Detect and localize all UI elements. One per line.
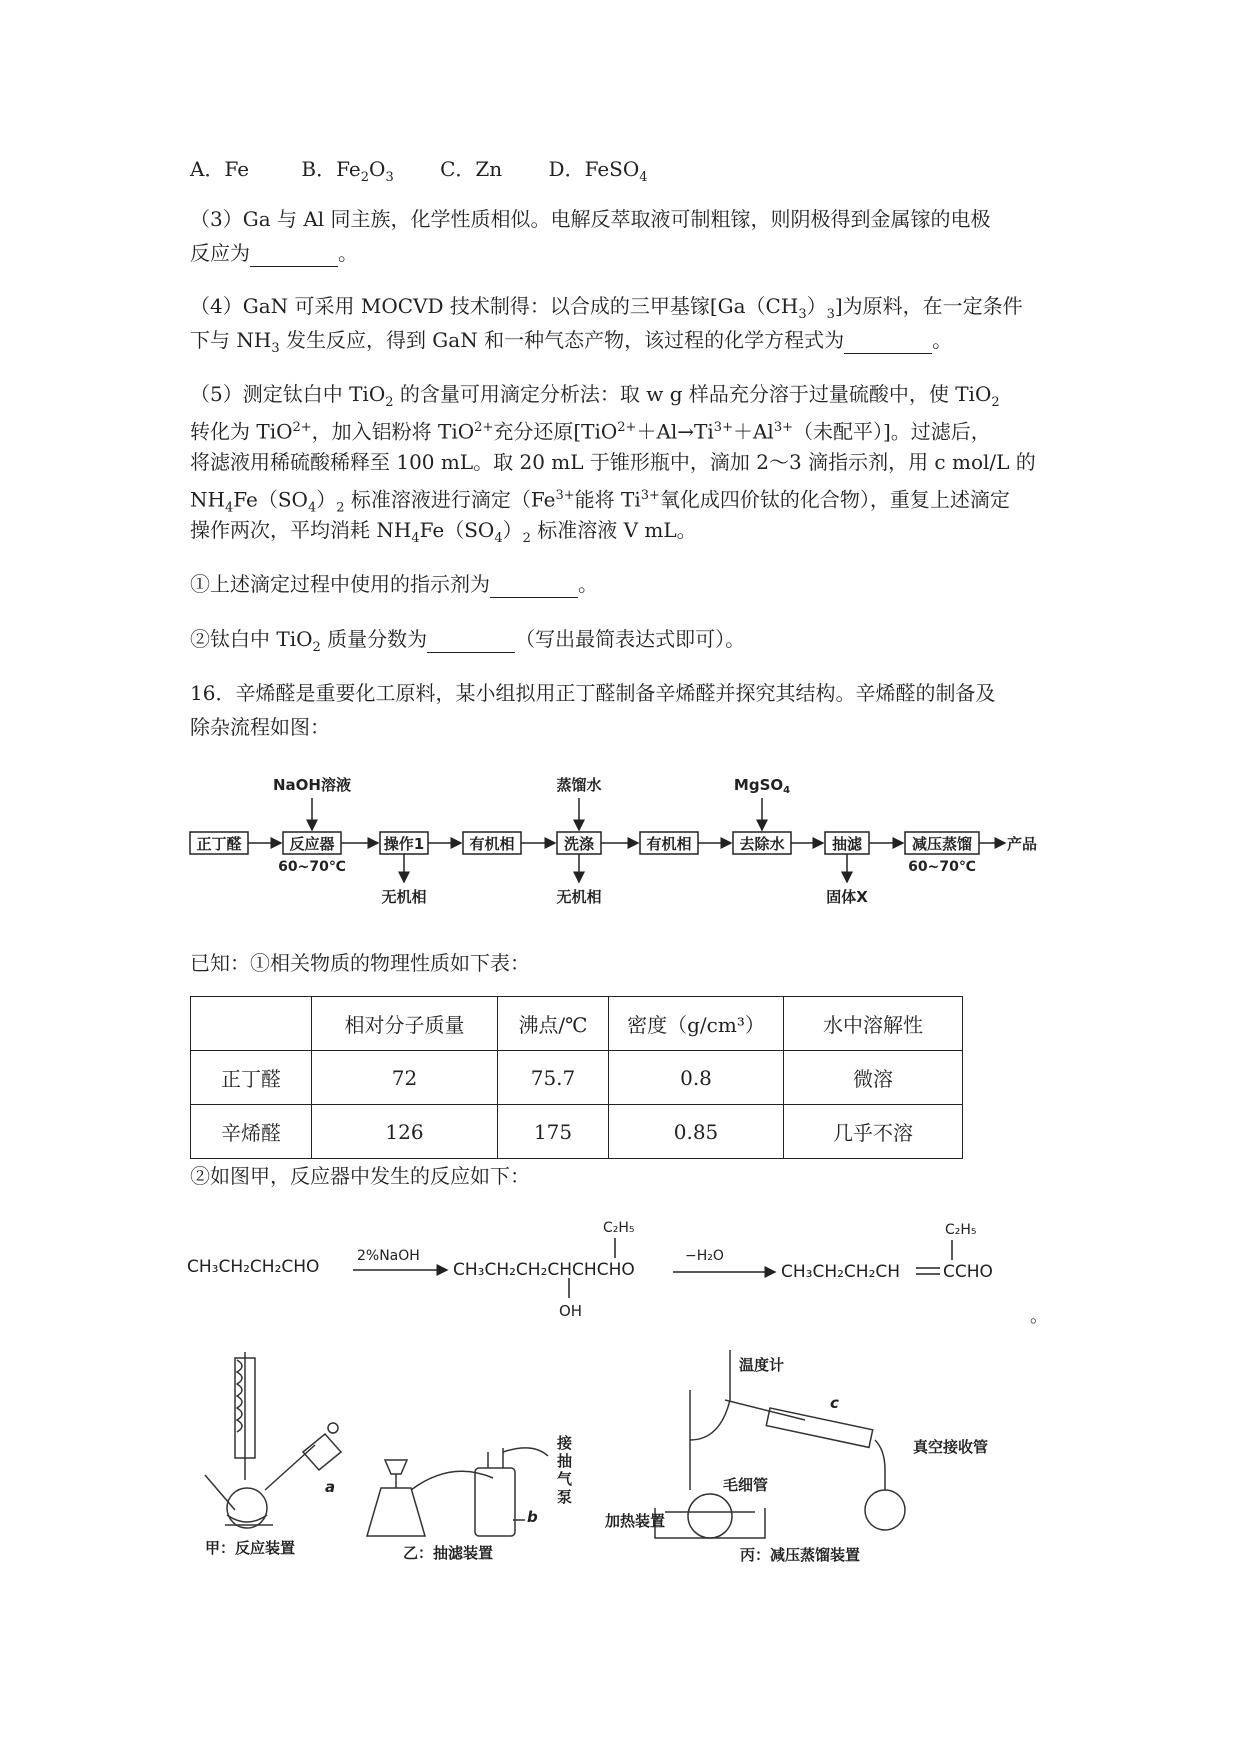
label-heating: 加热装置	[605, 1512, 666, 1530]
condition-dehydration: −H₂O	[685, 1248, 724, 1264]
flow-box	[380, 832, 428, 854]
answer-blank[interactable]	[250, 240, 338, 267]
table-header-cell: 密度（g/cm³）	[609, 997, 784, 1051]
q15-p4-line1: （4）GaN 可采用 MOCVD 技术制得：以合成的三甲基镓$[Ga(CH_3)_3]$为原料，在一定条件	[190, 294, 1023, 322]
table-cell: 75.7	[498, 1051, 609, 1105]
option-d: D．FeSO$_4$	[548, 157, 648, 185]
svg-text:有机相: 有机相	[646, 835, 692, 853]
flow-input-water: 蒸馏水	[556, 776, 602, 794]
q16-line1: 16．辛烯醛是重要化工原料，某小组拟用正丁醛制备辛烯醛并探究其结构。辛烯醛的制备及	[190, 681, 996, 705]
table-cell: 辛烯醛	[191, 1105, 312, 1159]
table-cell: 72	[312, 1051, 498, 1105]
table-row	[191, 1051, 963, 1105]
reaction-apparatus-drawing	[205, 1352, 341, 1528]
flow-box	[463, 832, 521, 854]
label-capillary: 毛细管	[723, 1476, 769, 1494]
caption-bing: 丙：减压蒸馏装置	[740, 1546, 861, 1564]
table-header-cell: 相对分子质量	[312, 997, 498, 1051]
vacuum-distillation-drawing	[655, 1350, 905, 1538]
label-a: a	[325, 1478, 336, 1496]
answer-blank[interactable]	[427, 626, 515, 653]
table-cell: 几乎不溶	[784, 1105, 963, 1159]
option-c: C．Zn	[440, 157, 503, 181]
svg-text:洗涤: 洗涤	[563, 835, 595, 853]
known-2: ②如图甲，反应器中发生的反应如下：	[190, 1164, 530, 1188]
flow-box	[905, 832, 979, 854]
table-cell: 正丁醛	[191, 1051, 312, 1105]
label-pump: 接	[557, 1434, 573, 1452]
intermediate-hydroxyl: OH	[559, 1302, 583, 1320]
q16-line2: 除杂流程如图：	[190, 715, 330, 739]
flow-box	[190, 832, 248, 854]
table-header-row	[191, 997, 963, 1051]
intermediate-substituent: C₂H₅	[603, 1220, 635, 1236]
caption-yi: 乙：抽滤装置	[403, 1544, 494, 1562]
svg-text:有机相: 有机相	[469, 835, 515, 853]
flow-box	[640, 832, 698, 854]
product-part-b: CCHO	[943, 1262, 993, 1282]
answer-blank[interactable]	[844, 327, 932, 354]
table-header-cell: 水中溶解性	[784, 997, 963, 1051]
label-pump: 气	[557, 1470, 573, 1488]
svg-text:减压蒸馏: 减压蒸馏	[911, 835, 973, 853]
reaction-scheme	[185, 1210, 1065, 1330]
q15-p4-line2: 下与 $NH_3$ 发生反应，得到 GaN 和一种气态产物，该过程的化学方程式为 。	[190, 328, 953, 356]
flow-box	[557, 832, 601, 854]
q15-p5-sub1: ①上述滴定过程中使用的指示剂为 。	[190, 572, 598, 596]
q15-p3-line2: 反应为 。	[190, 241, 358, 265]
option-b: B．$Fe_2O_3$	[301, 157, 394, 185]
table-cell: 175	[498, 1105, 609, 1159]
label-vacuum-receiver: 真空接收管	[913, 1438, 989, 1456]
end-period: 。	[1030, 1306, 1048, 1327]
flow-box	[825, 832, 869, 854]
flow-temp: 60~70℃	[278, 859, 346, 875]
apparatus-figures	[185, 1340, 1065, 1580]
table-row	[191, 1105, 963, 1159]
q15-p5-line5: 操作两次，平均消耗 $NH_4Fe(SO_4)_2$ 标准溶液 V mL。	[190, 518, 697, 546]
table-cell: 微溶	[784, 1051, 963, 1105]
label-c: c	[830, 1394, 839, 1412]
q15-p5-line4: $NH_4Fe(SO_4)_2$ 标准溶液进行滴定（$Fe^{3+}$能将 $Ti^{3+}$氧化成四价钛的化合物），重复上述滴定	[190, 487, 1010, 516]
svg-text:正丁醛: 正丁醛	[196, 835, 242, 853]
table-cell: 0.8	[609, 1051, 784, 1105]
q15-p5-sub2: ②钛白中 TiO$_2$ 质量分数为 （写出最简表达式即可）。	[190, 627, 746, 655]
intermediate: CH₃CH₂CH₂CHCHCHO	[453, 1260, 635, 1280]
svg-text:反应器: 反应器	[289, 835, 335, 853]
process-flow-diagram	[185, 770, 1065, 910]
table-header-cell	[191, 997, 312, 1051]
label-b: b	[527, 1508, 538, 1526]
table-cell: 126	[312, 1105, 498, 1159]
option-a: A．Fe	[190, 157, 250, 181]
flow-box	[733, 832, 791, 854]
flow-product: 产品	[1007, 835, 1038, 853]
q15-p5-line3: 将滤液用稀硫酸稀释至 100 mL。取 20 mL 于锥形瓶中，滴加 2～3 滴指示剂，用 c mol/L 的	[190, 450, 1036, 474]
label-pump: 抽	[557, 1452, 573, 1470]
q15-p3-line1: （3）Ga 与 Al 同主族，化学性质相似。电解反萃取液可制粗镓，则阴极得到金属镓的电极	[190, 207, 991, 231]
known-1: 已知：①相关物质的物理性质如下表：	[190, 951, 530, 975]
condition-naoh: 2%NaOH	[357, 1248, 420, 1264]
properties-table	[190, 996, 963, 1159]
suction-filtration-drawing	[367, 1448, 548, 1536]
product-part-a: CH₃CH₂CH₂CH	[781, 1262, 901, 1282]
options-line	[190, 156, 648, 191]
flow-output: 无机相	[381, 888, 427, 906]
table-header-cell: 沸点/℃	[498, 997, 609, 1051]
flow-output: 固体X	[826, 888, 868, 906]
caption-jia: 甲：反应装置	[205, 1539, 296, 1557]
svg-text:去除水: 去除水	[739, 835, 785, 853]
q15-p5-line1: （5）测定钛白中 TiO$_2$ 的含量可用滴定分析法：取 w g 样品充分溶于过量硫酸中，使 TiO$_2$	[190, 382, 1000, 410]
label-pump: 泵	[557, 1488, 573, 1506]
reactant: CH₃CH₂CH₂CHO	[187, 1257, 320, 1277]
answer-blank[interactable]	[490, 571, 578, 598]
q15-p5-line2: 转化为 TiO$^{2+}$，加入铝粉将 TiO$^{2+}$充分还原[$TiO^{2+}+Al\to Ti^{3+}+Al^{3+}$（未配平）]。过滤后，	[190, 419, 991, 444]
flow-input-mgso4: MgSO$_4$	[733, 776, 791, 796]
flow-output: 无机相	[556, 888, 602, 906]
product-substituent: C₂H₅	[945, 1222, 977, 1238]
flow-box	[283, 832, 341, 854]
svg-text:抽滤: 抽滤	[831, 835, 863, 853]
flow-temp: 60~70℃	[908, 859, 976, 875]
label-thermometer: 温度计	[739, 1356, 785, 1374]
svg-text:操作1: 操作1	[383, 835, 425, 853]
flow-input-naoh: NaOH溶液	[273, 776, 351, 794]
table-cell: 0.85	[609, 1105, 784, 1159]
